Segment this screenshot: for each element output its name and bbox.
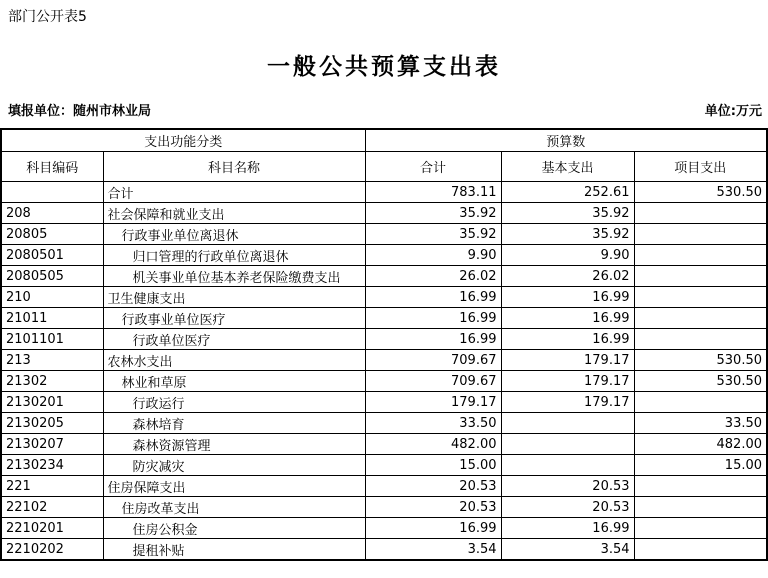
- subject-name-cell: 住房公积金: [103, 518, 365, 539]
- subject-name-cell: 行政事业单位离退休: [103, 224, 365, 245]
- table-row: [1, 245, 767, 266]
- subject-name-cell: 住房改革支出: [103, 497, 365, 518]
- header-columns-row: [1, 152, 767, 182]
- basic-expenditure-cell: 179.17: [501, 371, 634, 392]
- basic-expenditure-cell: 16.99: [501, 518, 634, 539]
- project-expenditure-cell: [634, 203, 767, 224]
- money-unit-label: 单位:万元: [704, 104, 762, 119]
- table-row: [1, 518, 767, 539]
- basic-expenditure-cell: 3.54: [501, 539, 634, 561]
- header-group-row: [1, 129, 767, 152]
- table-row: [1, 329, 767, 350]
- subject-code-cell: 2210201: [1, 518, 103, 539]
- table-row: [1, 455, 767, 476]
- subject-code-cell: 2080505: [1, 266, 103, 287]
- project-expenditure-cell: [634, 518, 767, 539]
- basic-expenditure-cell: 20.53: [501, 476, 634, 497]
- doc-label: 部门公开表5: [8, 9, 87, 25]
- project-expenditure-cell: 530.50: [634, 182, 767, 203]
- subject-code-cell: 22102: [1, 497, 103, 518]
- subject-name-cell: 住房保障支出: [103, 476, 365, 497]
- table-row: [1, 434, 767, 455]
- project-expenditure-cell: [634, 392, 767, 413]
- page-title: 一般公共预算支出表: [267, 54, 501, 80]
- project-expenditure-cell: 530.50: [634, 371, 767, 392]
- table-row: [1, 266, 767, 287]
- table-row: [1, 182, 767, 203]
- header-subject-code: 科目编码: [1, 152, 103, 182]
- basic-expenditure-cell: 16.99: [501, 308, 634, 329]
- subject-name-cell: 归口管理的行政单位离退休: [103, 245, 365, 266]
- basic-expenditure-cell: 179.17: [501, 392, 634, 413]
- subject-name-cell: 机关事业单位基本养老保险缴费支出: [103, 266, 365, 287]
- total-cell: 3.54: [365, 539, 501, 561]
- table-row: [1, 497, 767, 518]
- project-expenditure-cell: [634, 476, 767, 497]
- total-cell: 709.67: [365, 350, 501, 371]
- subject-code-cell: [1, 182, 103, 203]
- table-row: [1, 413, 767, 434]
- basic-expenditure-cell: 20.53: [501, 497, 634, 518]
- table-row: [1, 392, 767, 413]
- table-header: [1, 129, 767, 182]
- basic-expenditure-cell: 35.92: [501, 203, 634, 224]
- header-functional-classification: 支出功能分类: [1, 129, 365, 152]
- total-cell: 26.02: [365, 266, 501, 287]
- basic-expenditure-cell: [501, 455, 634, 476]
- subject-code-cell: 2080501: [1, 245, 103, 266]
- total-cell: 9.90: [365, 245, 501, 266]
- project-expenditure-cell: [634, 329, 767, 350]
- subject-code-cell: 2130207: [1, 434, 103, 455]
- subject-code-cell: 2101101: [1, 329, 103, 350]
- total-cell: 783.11: [365, 182, 501, 203]
- project-expenditure-cell: [634, 245, 767, 266]
- total-cell: 709.67: [365, 371, 501, 392]
- table-row: [1, 371, 767, 392]
- subject-code-cell: 21302: [1, 371, 103, 392]
- table-row: [1, 308, 767, 329]
- subject-name-cell: 林业和草原: [103, 371, 365, 392]
- project-expenditure-cell: [634, 308, 767, 329]
- basic-expenditure-cell: [501, 434, 634, 455]
- basic-expenditure-cell: 35.92: [501, 224, 634, 245]
- subject-code-cell: 2130234: [1, 455, 103, 476]
- total-cell: 16.99: [365, 518, 501, 539]
- header-total: 合计: [365, 152, 501, 182]
- project-expenditure-cell: 482.00: [634, 434, 767, 455]
- subject-code-cell: 2130205: [1, 413, 103, 434]
- basic-expenditure-cell: 16.99: [501, 287, 634, 308]
- subject-name-cell: 森林资源管理: [103, 434, 365, 455]
- subject-code-cell: 21011: [1, 308, 103, 329]
- subject-code-cell: 2130201: [1, 392, 103, 413]
- subject-name-cell: 农林水支出: [103, 350, 365, 371]
- subject-code-cell: 20805: [1, 224, 103, 245]
- subject-code-cell: 208: [1, 203, 103, 224]
- total-cell: 33.50: [365, 413, 501, 434]
- header-project-expenditure: 项目支出: [634, 152, 767, 182]
- table-row: [1, 224, 767, 245]
- basic-expenditure-cell: [501, 413, 634, 434]
- basic-expenditure-cell: 252.61: [501, 182, 634, 203]
- total-cell: 20.53: [365, 497, 501, 518]
- basic-expenditure-cell: 9.90: [501, 245, 634, 266]
- project-expenditure-cell: [634, 539, 767, 561]
- project-expenditure-cell: 530.50: [634, 350, 767, 371]
- subject-code-cell: 2210202: [1, 539, 103, 561]
- total-cell: 179.17: [365, 392, 501, 413]
- table-row: [1, 539, 767, 561]
- header-budget-amount: 预算数: [365, 129, 767, 152]
- basic-expenditure-cell: 179.17: [501, 350, 634, 371]
- subject-name-cell: 防灾减灾: [103, 455, 365, 476]
- basic-expenditure-cell: 26.02: [501, 266, 634, 287]
- budget-table: [0, 128, 768, 561]
- table-body: [1, 182, 767, 561]
- total-cell: 35.92: [365, 224, 501, 245]
- total-cell: 20.53: [365, 476, 501, 497]
- table-row: [1, 350, 767, 371]
- project-expenditure-cell: [634, 224, 767, 245]
- total-cell: 16.99: [365, 287, 501, 308]
- project-expenditure-cell: [634, 287, 767, 308]
- subject-name-cell: 合计: [103, 182, 365, 203]
- total-cell: 16.99: [365, 329, 501, 350]
- info-line: [8, 100, 762, 119]
- subject-code-cell: 210: [1, 287, 103, 308]
- subject-name-cell: 社会保障和就业支出: [103, 203, 365, 224]
- total-cell: 15.00: [365, 455, 501, 476]
- subject-name-cell: 卫生健康支出: [103, 287, 365, 308]
- basic-expenditure-cell: 16.99: [501, 329, 634, 350]
- header-basic-expenditure: 基本支出: [501, 152, 634, 182]
- header-subject-name: 科目名称: [103, 152, 365, 182]
- total-cell: 35.92: [365, 203, 501, 224]
- subject-name-cell: 行政单位医疗: [103, 329, 365, 350]
- reporting-unit-label: 填报单位：随州市林业局: [8, 104, 152, 119]
- subject-code-cell: 221: [1, 476, 103, 497]
- subject-name-cell: 行政运行: [103, 392, 365, 413]
- project-expenditure-cell: 33.50: [634, 413, 767, 434]
- total-cell: 16.99: [365, 308, 501, 329]
- project-expenditure-cell: [634, 266, 767, 287]
- subject-name-cell: 提租补贴: [103, 539, 365, 561]
- subject-name-cell: 森林培育: [103, 413, 365, 434]
- subject-code-cell: 213: [1, 350, 103, 371]
- table-row: [1, 287, 767, 308]
- project-expenditure-cell: [634, 497, 767, 518]
- project-expenditure-cell: 15.00: [634, 455, 767, 476]
- table-row: [1, 476, 767, 497]
- table-row: [1, 203, 767, 224]
- total-cell: 482.00: [365, 434, 501, 455]
- subject-name-cell: 行政事业单位医疗: [103, 308, 365, 329]
